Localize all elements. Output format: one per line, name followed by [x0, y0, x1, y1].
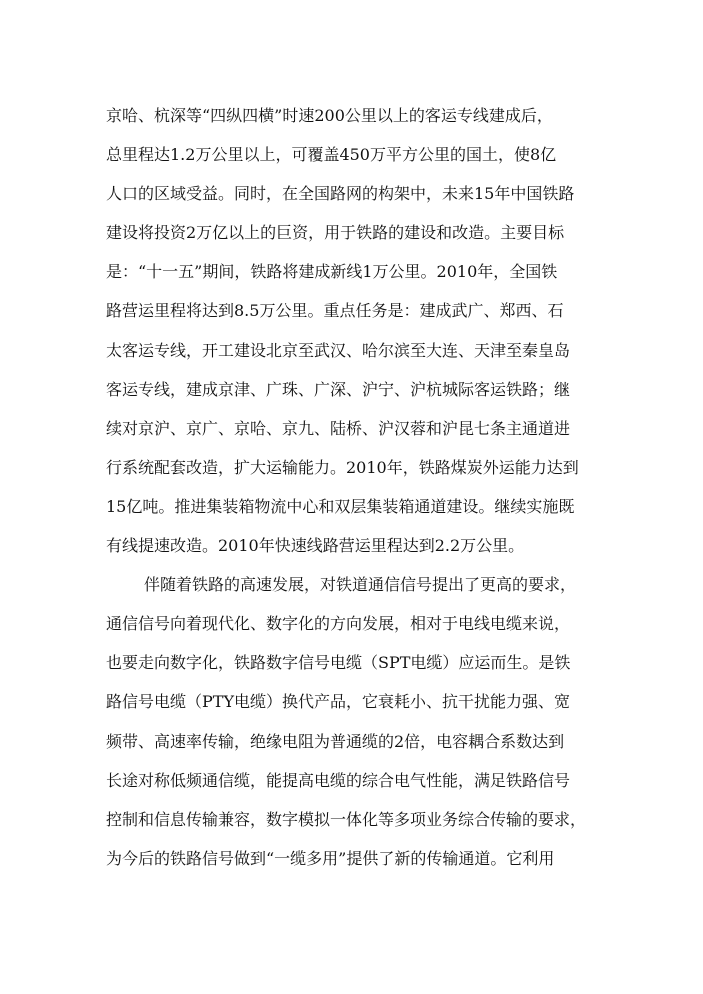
text-line: 伴随着铁路的高速发展，对铁道通信信号提出了更高的要求，: [144, 575, 577, 595]
text-line: 续对京沪、京广、京哈、京九、陆桥、沪汉蓉和沪昆七条主通道进: [106, 418, 571, 438]
text-line: 通信信号向着现代化、数字化的方向发展，相对于电线电缆来说，: [106, 614, 571, 634]
text-line: 15亿吨。推进集装箱物流中心和双层集装箱通道建设。继续实施既: [106, 496, 575, 516]
text-line: 有线提速改造。2010年快速线路营运里程达到2.2万公里。: [106, 536, 525, 556]
text-line: 京哈、杭深等“四纵四横”时速200公里以上的客运专线建成后，: [106, 106, 553, 125]
text-line: 是：“十一五”期间，铁路将建成新线1万公里。2010年，全国铁: [106, 262, 558, 282]
text-line: 长途对称低频通信缆，能提高电缆的综合电气性能，满足铁路信号: [106, 770, 571, 790]
text-line: 频带、高速率传输，绝缘电阻为普通缆的2倍，电容耦合系数达到: [106, 731, 565, 751]
text-line: 路营运里程将达到8.5万公里。重点任务是：建成武广、郑西、石: [106, 301, 564, 321]
text-line: 太客运专线，开工建设北京至武汉、哈尔滨至大连、天津至秦皇岛: [106, 340, 571, 360]
body-text: [106, 96, 606, 878]
text-line: 也要走向数字化，铁路数字信号电缆（SPT电缆）应运而生。是铁: [106, 653, 571, 673]
paragraph-1: [106, 96, 606, 565]
text-line: 总里程达1.2万公里以上，可覆盖450万平方公里的国土，使8亿: [106, 145, 557, 165]
text-line: 客运专线，建成京津、广珠、广深、沪宁、沪杭城际客运铁路；继: [106, 379, 571, 399]
text-line: 为今后的铁路信号做到“一缆多用”提供了新的传输通道。它利用: [106, 848, 555, 868]
text-line: 人口的区域受益。同时，在全国路网的构架中，未来15年中国铁路: [106, 184, 575, 204]
text-line: 控制和信息传输兼容，数字模拟一体化等多项业务综合传输的要求，: [106, 809, 587, 829]
text-line: 路信号电缆（PTY电缆）换代产品，它衰耗小、抗干扰能力强、宽: [106, 692, 571, 712]
text-line: 建设将投资2万亿以上的巨资，用于铁路的建设和改造。主要目标: [106, 223, 565, 243]
paragraph-2: [106, 565, 606, 878]
text-line: 行系统配套改造，扩大运输能力。2010年，铁路煤炭外运能力达到: [106, 457, 579, 477]
